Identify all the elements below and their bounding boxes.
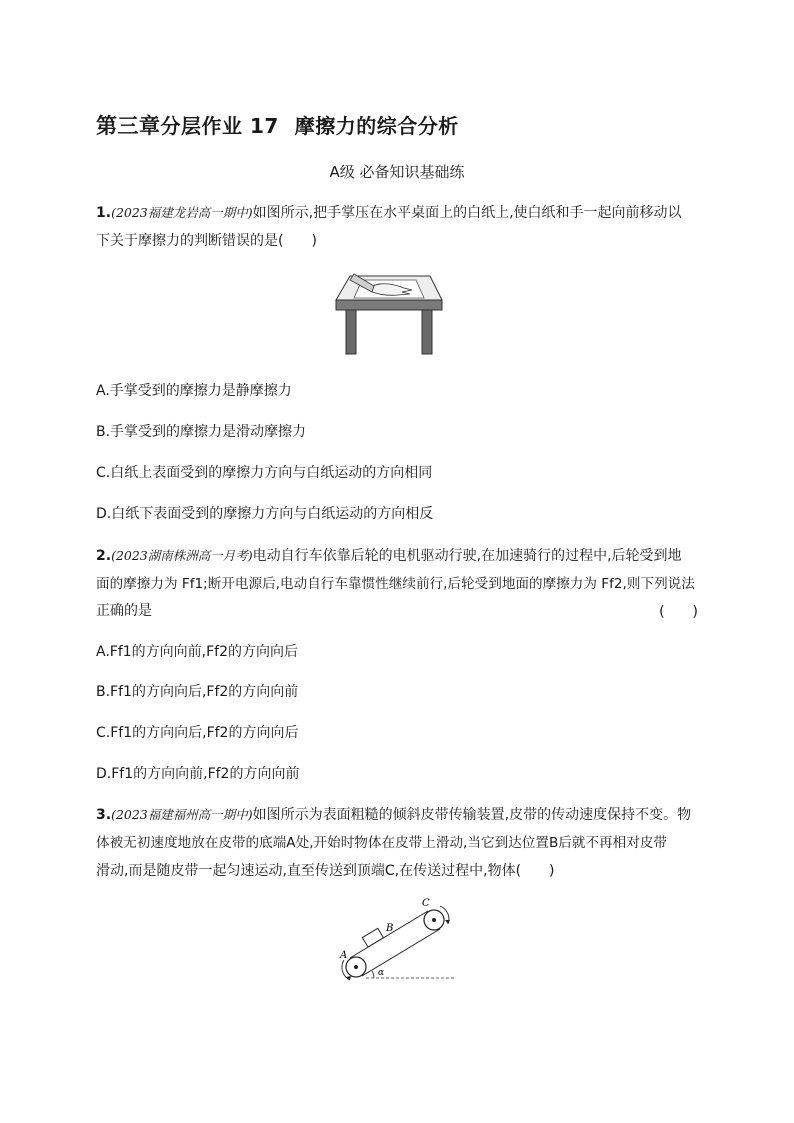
q2-stem-text1: 电动自行车依靠后轮的电机驱动行驶,在加速骑行的过程中,后轮受到地 — [252, 548, 682, 564]
q3-stem-text1: 如图所示为表面粗糙的倾斜皮带传输装置,皮带的传动速度保持不变。物 — [252, 807, 692, 823]
level-heading: A级 必备知识基础练 — [329, 163, 465, 181]
q3-stem-line3: 滑动,而是随皮带一起匀速运动,直至传送到顶端C,在传送过程中,物体( ) — [96, 863, 555, 879]
q2-option-c: C.Ff1的方向向后,Ff2的方向向后 — [96, 725, 299, 741]
chapter-label: 第三章 — [96, 114, 161, 138]
label-a: A — [340, 950, 348, 961]
label-b: B — [386, 923, 394, 934]
q2-answer-paren: ( ) — [659, 604, 698, 620]
q2-source: (2023湖南株洲高一月考) — [111, 548, 253, 563]
q1-option-d: D.白纸下表面受到的摩擦力方向与白纸运动的方向相反 — [96, 506, 434, 522]
conveyor-belt-figure — [336, 898, 460, 988]
q2-option-b: B.Ff1的方向向后,Ff2的方向向前 — [96, 684, 299, 700]
q2-number: 2. — [96, 548, 112, 564]
page-title — [96, 110, 459, 140]
label-alpha: α — [378, 968, 385, 978]
q3-number: 3. — [96, 807, 112, 823]
q2-stem-line3: 正确的是 — [96, 603, 152, 619]
q2-option-d: D.Ff1的方向向前,Ff2的方向向前 — [96, 766, 300, 782]
q1-option-a: A.手掌受到的摩擦力是静摩擦力 — [96, 383, 292, 399]
q1-number: 1. — [96, 205, 112, 221]
q1-stem-text1: 如图所示,把手掌压在水平桌面上的白纸上,使白纸和手一起向前移动以 — [252, 205, 682, 221]
table-hand-figure — [332, 270, 444, 356]
q1-option-b: B.手掌受到的摩擦力是滑动摩擦力 — [96, 424, 307, 440]
q2-stem-line2: 面的摩擦力为 Ff1;断开电源后,电动自行车靠惯性继续前行,后轮受到地面的摩擦力为 Ff2,则下列说法 — [96, 576, 695, 592]
q2-stem-line1 — [96, 546, 682, 566]
q3-stem-line2: 体被无初速度地放在皮带的底端A处,开始时物体在皮带上滑动,当它到达位置B后就不再相对皮带 — [96, 835, 668, 851]
q1-source: (2023福建龙岩高一期中) — [111, 205, 253, 220]
q2-option-a: A.Ff1的方向向前,Ff2的方向向后 — [96, 644, 299, 660]
label-c: C — [422, 898, 430, 909]
q1-option-c: C.白纸上表面受到的摩擦力方向与白纸运动的方向相同 — [96, 465, 433, 481]
q3-source: (2023福建福州高一期中) — [111, 807, 253, 822]
q1-stem-line2: 下关于摩擦力的判断错误的是( ) — [96, 233, 317, 249]
q3-stem-line1 — [96, 805, 691, 825]
section-label: 分层作业 17 — [160, 114, 279, 138]
topic-label: 摩擦力的综合分析 — [294, 114, 459, 138]
q1-stem-line1 — [96, 203, 682, 223]
